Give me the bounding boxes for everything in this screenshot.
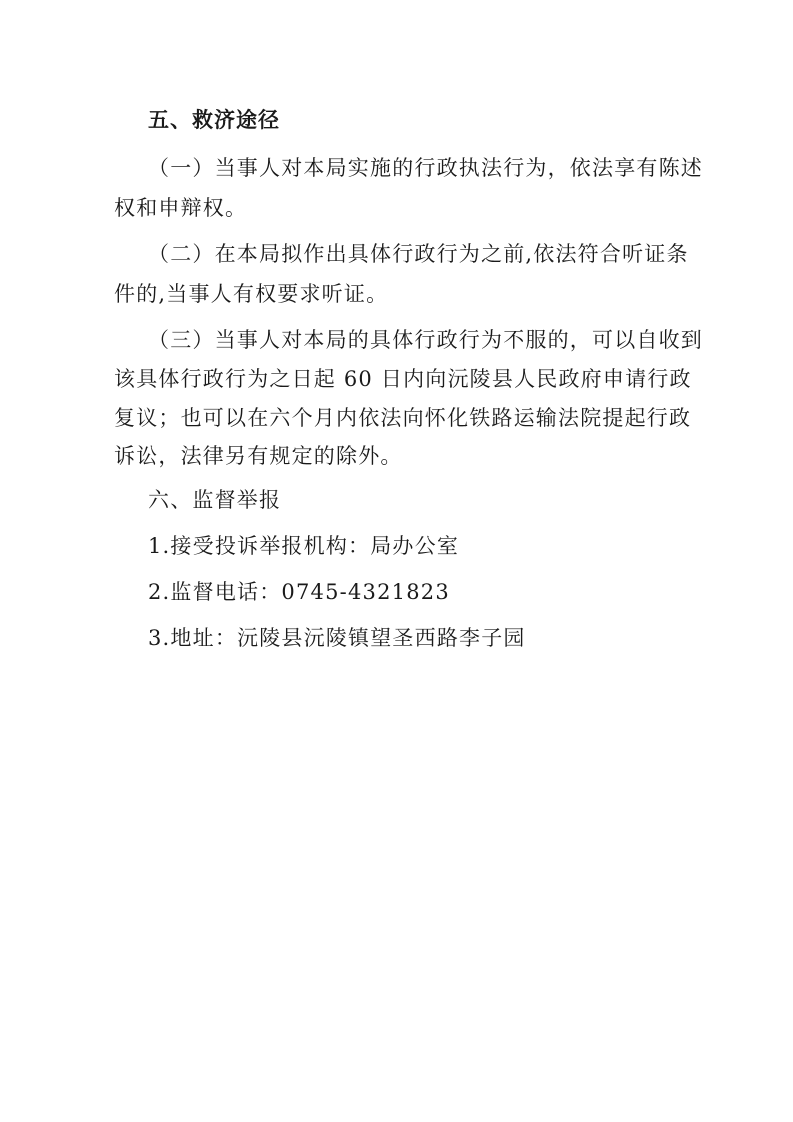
supervision-item-agency: 1.接受投诉举报机构：局办公室 [148, 534, 460, 558]
supervision-item-address: 3.地址：沅陵县沅陵镇望圣西路李子园 [148, 626, 526, 650]
section-heading-remedies: 五、救济途径 [148, 108, 280, 132]
paragraph-remedy-3-line-3: 复议；也可以在六个月内依法向怀化铁路运输法院提起行政 [114, 406, 692, 430]
paragraph-remedy-1-line-1: （一）当事人对本局实施的行政执法行为，依法享有陈述 [148, 156, 703, 180]
supervision-item-phone: 2.监督电话：0745-4321823 [148, 580, 450, 604]
paragraph-remedy-3-line-4: 诉讼，法律另有规定的除外。 [114, 444, 403, 468]
paragraph-remedy-1-line-2: 权和申辩权。 [114, 196, 248, 220]
paragraph-remedy-2-line-2: 件的,当事人有权要求听证。 [114, 282, 389, 306]
section-heading-supervision: 六、监督举报 [148, 488, 282, 512]
paragraph-remedy-3-line-1: （三）当事人对本局的具体行政行为不服的，可以自收到 [148, 328, 703, 352]
paragraph-remedy-2-line-1: （二）在本局拟作出具体行政行为之前,依法符合听证条 [148, 242, 689, 266]
paragraph-remedy-3-line-2: 该具体行政行为之日起 60 日内向沅陵县人民政府申请行政 [114, 367, 692, 391]
